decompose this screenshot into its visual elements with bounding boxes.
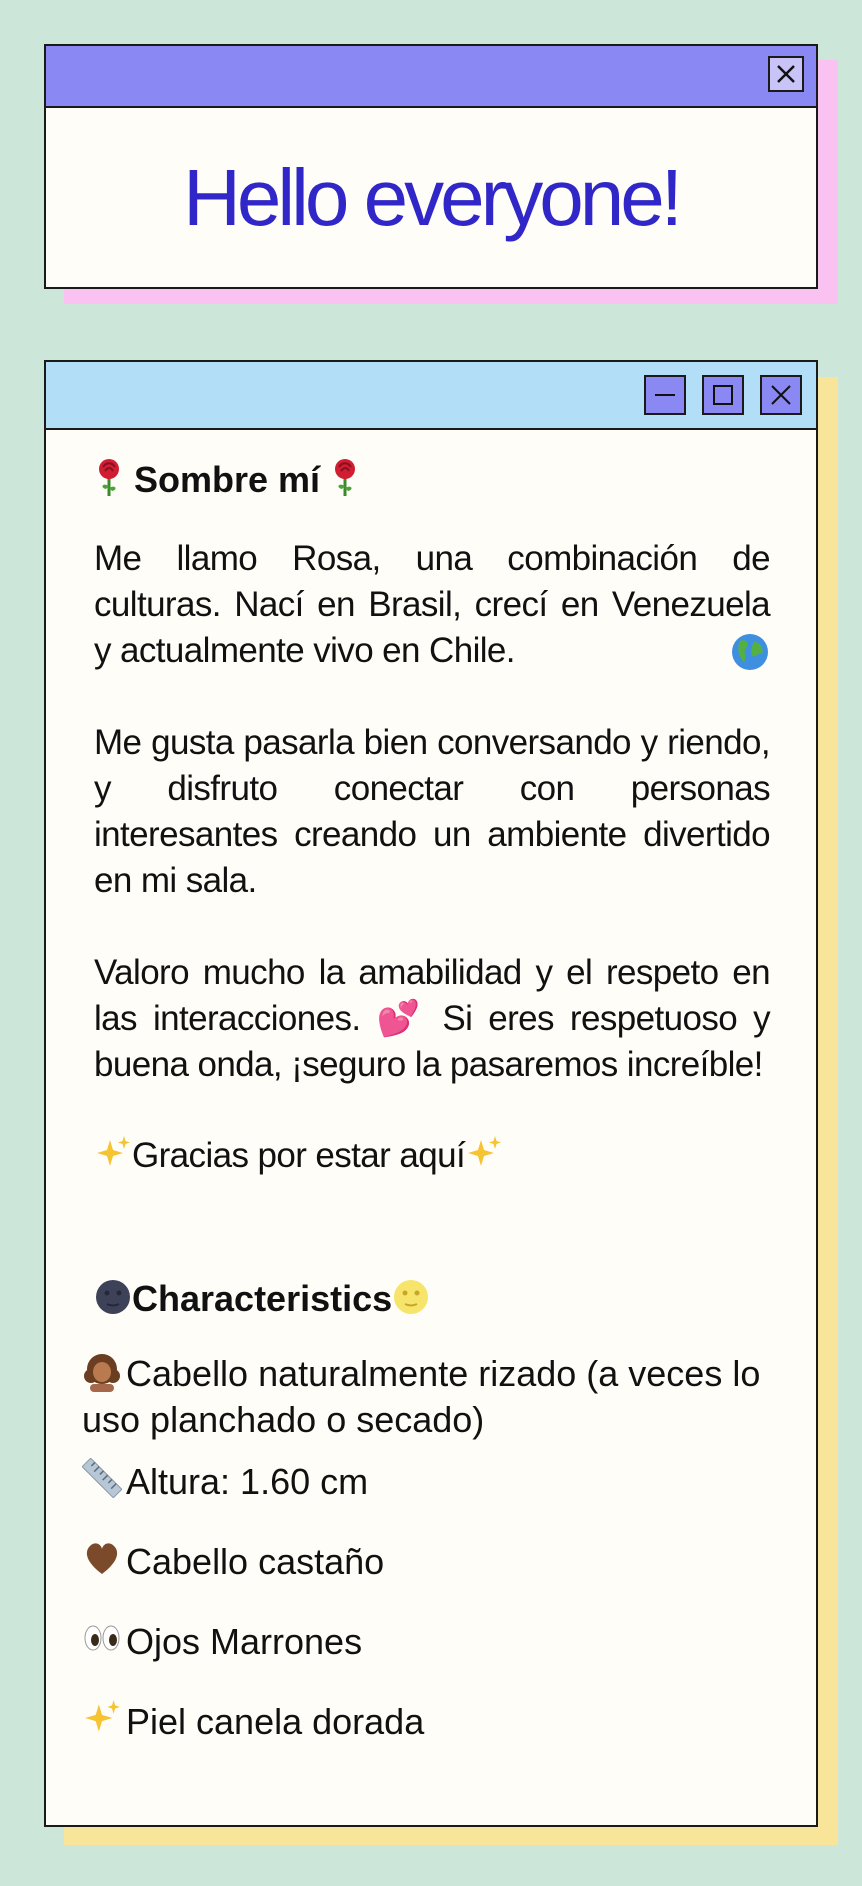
about-content [46,430,816,1825]
maximize-icon [710,382,736,408]
about-close-button[interactable] [760,375,802,415]
about-heading [94,458,360,507]
rose-icon [94,458,124,507]
characteristics-heading-text: Characteristics [132,1278,393,1320]
characteristics-heading [94,1278,430,1325]
minimize-button[interactable] [644,375,686,415]
ruler-icon [82,1458,122,1506]
about-window-titlebar[interactable] [46,362,816,430]
globe-icon [730,632,770,684]
hello-close-button[interactable] [768,56,804,92]
characteristic-item: Altura: 1.60 cm [82,1458,782,1506]
characteristic-item: Piel canela dorada [82,1698,782,1746]
about-paragraph-2: Me gusta pasarla bien conversando y riendo, y disfruto conectar con personas interesantes creando un ambiente divertido en mi sala. [94,723,770,900]
hello-window-titlebar[interactable] [46,46,816,108]
hello-window [44,44,818,289]
about-heading-text: Sombre mí [134,459,321,501]
curly-hair-woman-icon [82,1352,122,1400]
close-icon [775,63,797,85]
sparkles-icon [465,1134,503,1181]
about-window [44,360,818,1827]
about-paragraph-3: Valoro mucho la amabilidad y el respeto en las interacciones. 💕 Si eres respetuoso y buena onda, ¡seguro la pasaremos increíble! [94,953,770,1084]
thanks-text: Gracias por estar aquí [132,1135,466,1175]
minimize-icon [652,382,678,408]
greeting-text: Hello everyone! [183,152,679,242]
about-paragraph-1: Me llamo Rosa, una combinación de culturas. Nací en Brasil, crecí en Venezuela y actualmente vivo en Chile. [94,536,770,684]
thanks-line [94,1134,503,1181]
brown-heart-icon [82,1538,122,1586]
maximize-button[interactable] [702,375,744,415]
characteristic-item: Cabello naturalmente rizado (a veces lo uso planchado o secado) [82,1353,761,1440]
rose-icon [330,458,360,507]
sparkles-icon [94,1134,132,1181]
characteristic-item: Ojos Marrones [82,1618,782,1666]
full-moon-face-icon [392,1278,430,1325]
close-icon [768,382,794,408]
eyes-icon [82,1618,122,1666]
characteristic-item: Cabello castaño [82,1538,782,1586]
sparkles-icon [82,1698,122,1746]
new-moon-face-icon [94,1278,132,1325]
